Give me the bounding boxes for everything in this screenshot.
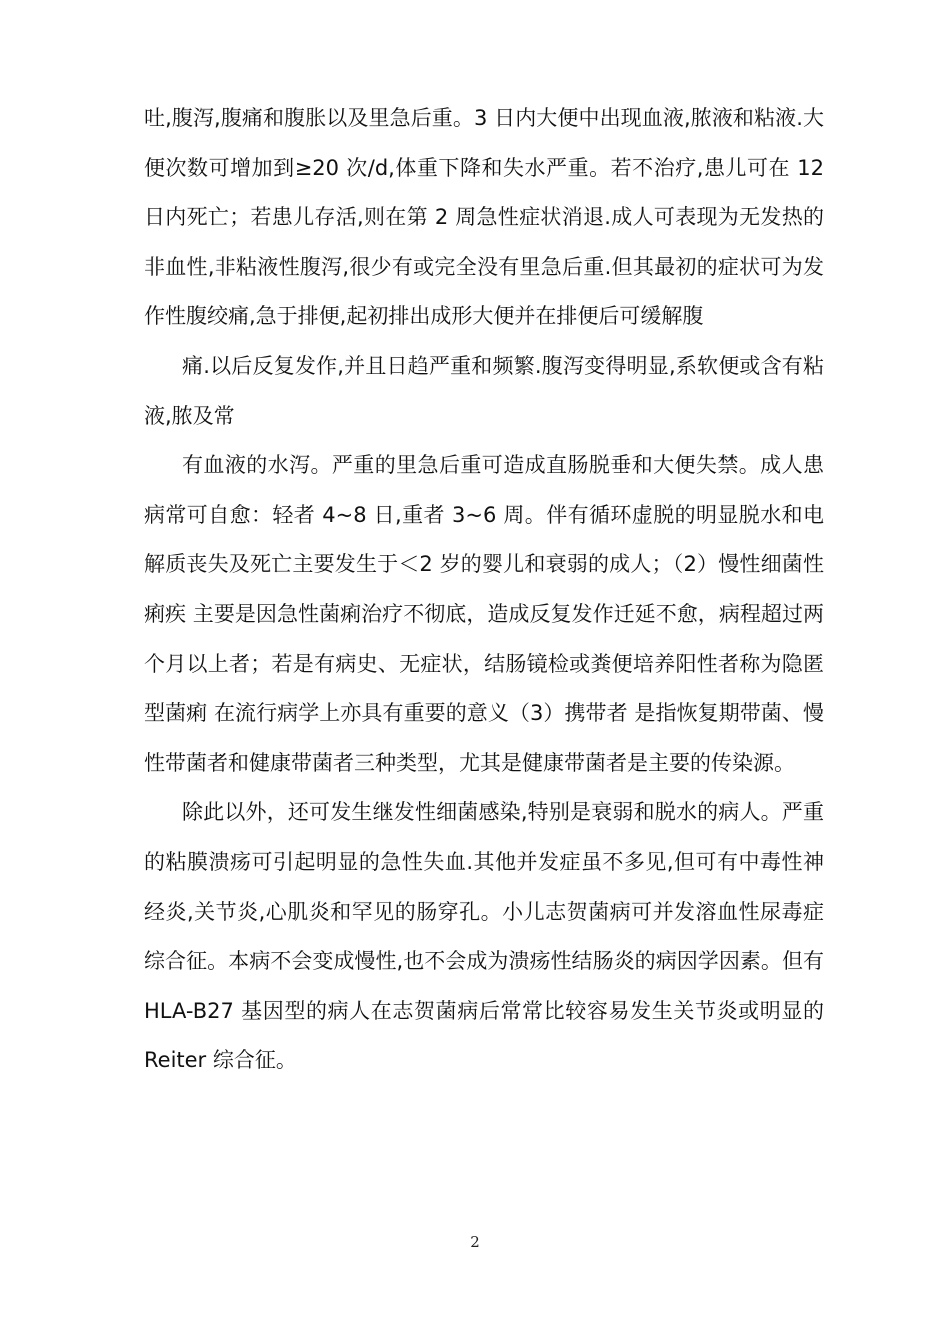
page-number: 2	[470, 1233, 480, 1251]
paragraph-3: 有血液的水泻。严重的里急后重可造成直肠脱垂和大便失禁。成人患病常可自愈：轻者 4~8 日,重者 3~6 周。伴有循环虚脱的明显脱水和电解质丧失及死亡主要发生于＜2 岁的婴儿和衰弱的成人；（2）慢性细菌性痢疾 主要是因急性菌痢治疗不彻底，造成反复发作迁延不愈，病程超过两个月以上者；若是有病史、无症状，结肠镜检或粪便培养阳性者称为隐匿型菌痢 在流行病学上亦具有重要的意义（3）携带者 是指恢复期带菌、慢性带菌者和健康带菌者三种类型，尤其是健康带菌者是主要的传染源。	[144, 453, 824, 775]
paragraph-2: 痛.以后反复发作,并且日趋严重和频繁.腹泻变得明显,系软便或含有粘液,脓及常	[144, 353, 824, 428]
document-body	[144, 94, 824, 1086]
paragraph-4: 除此以外，还可发生继发性细菌感染,特别是衰弱和脱水的病人。严重的粘膜溃疡可引起明显的急性失血.其他并发症虽不多见,但可有中毒性神经炎,关节炎,心肌炎和罕见的肠穿孔。小儿志贺菌病可并发溶血性尿毒症综合征。本病不会变成慢性,也不会成为溃疡性结肠炎的病因学因素。但有 HLA-B27 基因型的病人在志贺菌病后常常比较容易发生关节炎或明显的 Reiter 综合征。	[144, 800, 824, 1073]
paragraph-1: 吐,腹泻,腹痛和腹胀以及里急后重。3 日内大便中出现血液,脓液和粘液.大便次数可增加到≥20 次/d,体重下降和失水严重。若不治疗,患儿可在 12 日内死亡；若患儿存活,则在第 2 周急性症状消退.成人可表现为无发热的非血性,非粘液性腹泻,很少有或完全没有里急后重.但其最初的症状可为发作性腹绞痛,急于排便,起初排出成形大便并在排便后可缓解腹	[144, 106, 824, 329]
